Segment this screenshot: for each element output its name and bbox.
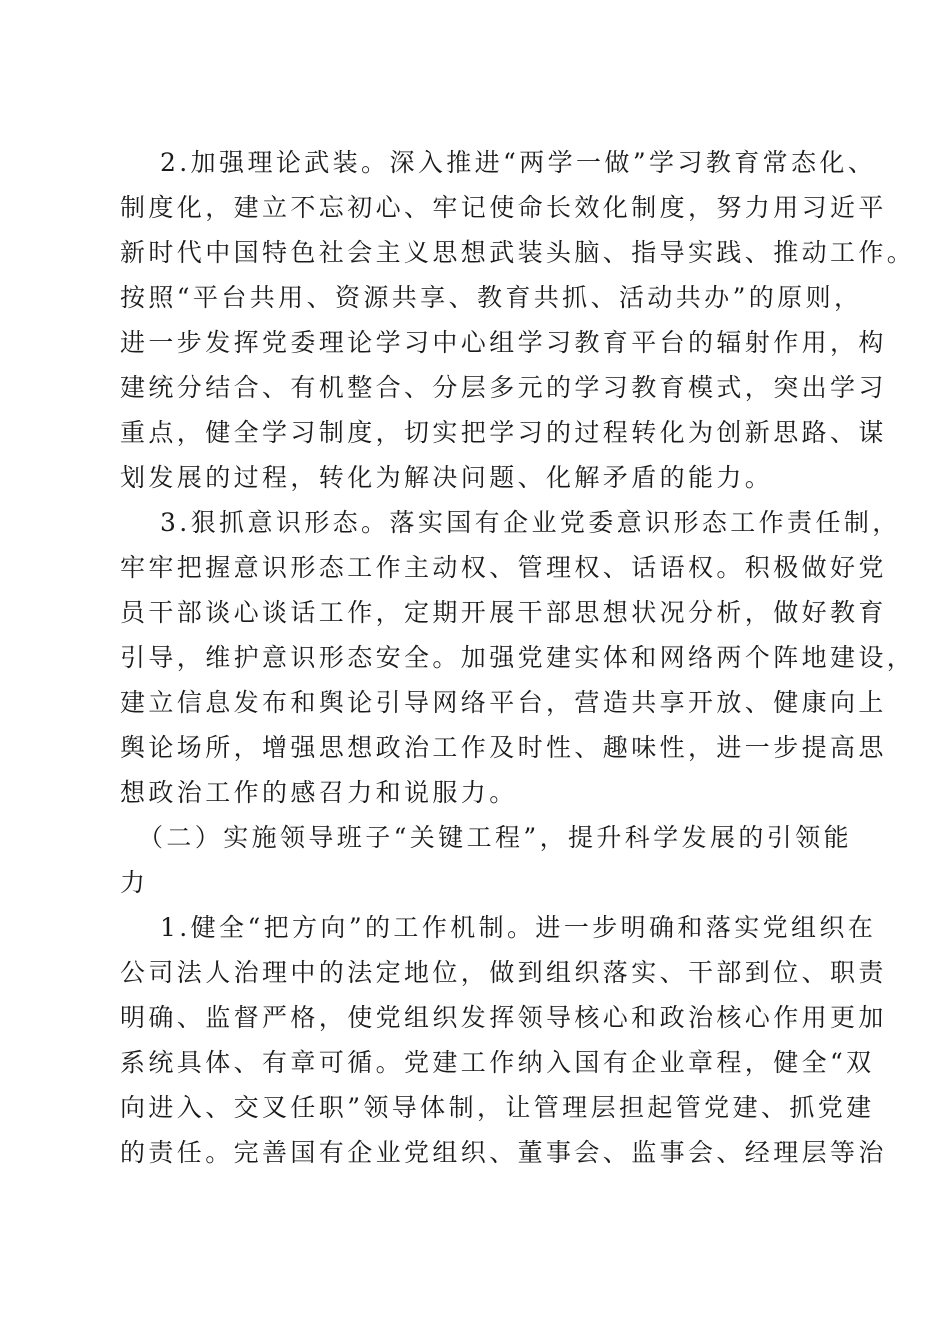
text-line: 舆论场所，增强思想政治工作及时性、趣味性，进一步提高思 <box>120 733 887 762</box>
text-line: 3.狠抓意识形态。落实国有企业党委意识形态工作责任制， <box>160 508 901 537</box>
text-line: 1.健全“把方向”的工作机制。进一步明确和落实党组织在 <box>160 913 877 942</box>
text-line: 2.加强理论武装。深入推进“两学一做”学习教育常态化、 <box>160 148 877 177</box>
text-line: 的责任。完善国有企业党组织、董事会、监事会、经理层等治 <box>120 1138 887 1167</box>
text-line: 按照“平台共用、资源共享、教育共抓、活动共办”的原则， <box>120 283 863 312</box>
text-line: 系统具体、有章可循。党建工作纳入国有企业章程，健全“双 <box>120 1048 875 1077</box>
text-line: 进一步发挥党委理论学习中心组学习教育平台的辐射作用，构 <box>120 328 887 357</box>
text-line: 员干部谈心谈话工作，定期开展干部思想状况分析，做好教育 <box>120 598 887 627</box>
text-line: 重点，健全学习制度，切实把学习的过程转化为创新思路、谋 <box>120 418 887 447</box>
text-line: 公司法人治理中的法定地位，做到组织落实、干部到位、职责 <box>120 958 887 987</box>
text-line: 制度化，建立不忘初心、牢记使命长效化制度，努力用习近平 <box>120 193 887 222</box>
text-line: 明确、监督严格，使党组织发挥领导核心和政治核心作用更加 <box>120 1003 887 1032</box>
text-line: 向进入、交叉任职”领导体制，让管理层担起管党建、抓党建 <box>120 1093 875 1122</box>
text-line: 建统分结合、有机整合、分层多元的学习教育模式，突出学习 <box>120 373 887 402</box>
text-line: 牢牢把握意识形态工作主动权、管理权、话语权。积极做好党 <box>120 553 887 582</box>
text-line: 引导，维护意识形态安全。加强党建实体和网络两个阵地建设， <box>120 643 916 672</box>
text-line: 划发展的过程，转化为解决问题、化解矛盾的能力。 <box>120 463 774 492</box>
text-line: 想政治工作的感召力和说服力。 <box>120 778 518 807</box>
text-line: 新时代中国特色社会主义思想武装头脑、指导实践、推动工作。 <box>120 238 916 267</box>
text-line: 建立信息发布和舆论引导网络平台，营造共享开放、健康向上 <box>120 688 887 717</box>
section-heading: （二）实施领导班子“关键工程”，提升科学发展的引领能 <box>138 823 852 852</box>
section-heading: 力 <box>120 868 149 897</box>
